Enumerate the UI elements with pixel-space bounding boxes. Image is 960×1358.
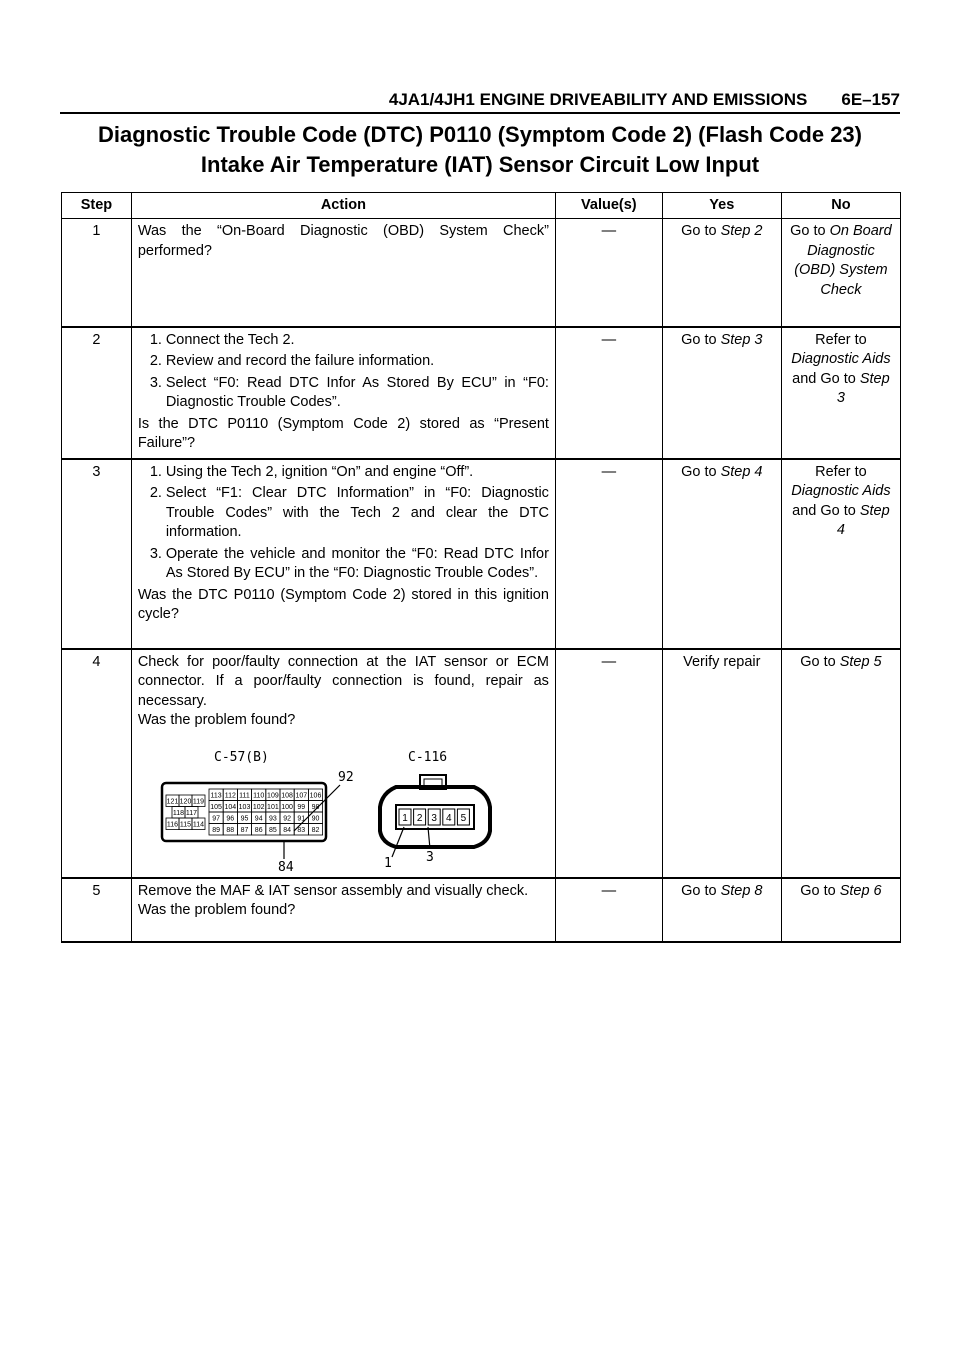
sensor-pin-1: 1 (402, 812, 408, 824)
ecm-pin-115: 115 (179, 821, 191, 828)
yes-step-link[interactable]: Step 3 (720, 331, 763, 348)
action-text: Remove the MAF & IAT sensor assembly and visually check. (137, 882, 529, 899)
list-item-text: Select “F0: Read DTC Infor As Stored By ECU” in “F0: Diagnostic Trouble Codes”. (165, 374, 549, 410)
header-values: Value(s) (555, 193, 662, 219)
no-cell (781, 219, 900, 327)
yes-cell (662, 327, 781, 459)
list-item-text: Operate the vehicle and monitor the “F0: Read DTC Infor As Stored By ECU” in the “F0: Diagnostic Trouble Codes”. (165, 545, 549, 581)
no-step-link[interactable]: Step 3 (836, 370, 890, 406)
ecm-pin-116: 116 (166, 821, 178, 828)
ecm-pin-119: 119 (192, 798, 204, 805)
step-number: 3 (62, 459, 132, 649)
no-step-link[interactable]: Step 6 (839, 882, 882, 899)
table-header-row (62, 193, 901, 219)
sensor-pin-3: 3 (431, 812, 437, 824)
ecm-pin-113: 113 (210, 792, 222, 799)
yes-prefix: Go to (681, 463, 721, 480)
ecm-pin-96: 96 (226, 815, 235, 822)
list-item: 3. Operate the vehicle and monitor the “F0: Read DTC Infor As Stored By ECU” in the “F0: Diagnostic Trouble Codes”. (149, 545, 549, 581)
action-question: Was the DTC P0110 (Symptom Code 2) stored in this ignition cycle? (137, 586, 549, 622)
no-prefix: Go to (800, 653, 840, 670)
page-number: 6E–157 (841, 90, 900, 109)
no-step-link[interactable]: Step 4 (836, 502, 890, 538)
ecm-pin-91: 91 (297, 815, 306, 822)
ecm-pin-85: 85 (268, 826, 277, 834)
ecm-connector (162, 783, 326, 841)
step-number: 4 (62, 649, 132, 878)
header-yes: Yes (662, 193, 781, 219)
ecm-pin-111: 111 (239, 792, 250, 799)
sensor-connector (380, 775, 490, 847)
action-cell (131, 219, 555, 327)
action-cell (131, 878, 555, 942)
sensor-callout-3: 3 (425, 849, 434, 865)
page-title (60, 120, 900, 180)
action-cell (131, 459, 555, 649)
connector-diagram (138, 749, 549, 873)
ecm-pin-93: 93 (268, 815, 277, 822)
sensor-pin-2: 2 (416, 812, 423, 824)
ecm-pin-106: 106 (309, 792, 322, 799)
ecm-connector-label: C-57(B) (213, 749, 269, 765)
table-row (62, 327, 901, 459)
ecm-pin-100: 100 (281, 803, 293, 811)
action-question: Is the DTC P0110 (Symptom Code 2) stored as “Present Failure”? (137, 415, 549, 451)
yes-prefix: Go to (681, 223, 721, 239)
callout-line-1 (392, 827, 404, 857)
sensor-connector-label: C-116 (407, 749, 447, 765)
no-step-link[interactable]: On Board Diagnostic (OBD) System Check (794, 223, 892, 298)
action-cell (131, 327, 555, 459)
title-line-1: Diagnostic Trouble Code (DTC) P0110 (Symptom Code 2) (Flash Code 23) (97, 122, 862, 147)
sensor-pin-4: 4 (445, 812, 452, 824)
header-step: Step (62, 193, 132, 219)
ecm-pin-109: 109 (266, 792, 279, 799)
ecm-callout-92: 92 (337, 769, 354, 785)
table-row (62, 219, 901, 327)
ecm-pin-105: 105 (210, 803, 222, 811)
action-list (138, 463, 549, 584)
value-cell: — (555, 459, 662, 649)
ecm-pin-121: 121 (166, 798, 179, 805)
no-cell (781, 878, 900, 942)
yes-cell (662, 878, 781, 942)
ecm-callout-84: 84 (277, 859, 294, 873)
yes-cell (662, 459, 781, 649)
no-mid: and Go to (792, 370, 860, 387)
header-no: No (781, 193, 900, 219)
step-number: 5 (62, 878, 132, 942)
yes-step-link[interactable]: Step 4 (720, 463, 763, 480)
ecm-pin-86: 86 (254, 826, 263, 834)
table-row (62, 649, 901, 878)
action-list (138, 331, 549, 413)
ecm-pin-107: 107 (295, 792, 307, 799)
list-item: 1. Using the Tech 2, ignition “On” and engine “Off”. (149, 463, 474, 480)
diagnostic-aids-link[interactable]: Diagnostic Aids (791, 483, 891, 499)
value-cell: — (555, 878, 662, 942)
ecm-pin-102: 102 (252, 803, 265, 811)
sensor-pin-5: 5 (460, 812, 467, 824)
ecm-pin-95: 95 (240, 815, 249, 822)
ecm-pin-83: 83 (297, 826, 306, 834)
page-header (60, 86, 900, 114)
yes-cell: Verify repair (662, 649, 781, 878)
ecm-pin-108: 108 (281, 792, 293, 799)
yes-step-link[interactable]: Step 8 (720, 882, 763, 899)
no-step-link[interactable]: Step 5 (839, 653, 882, 670)
ecm-pin-87: 87 (240, 826, 249, 834)
diagnostic-table (61, 192, 901, 943)
ecm-pin-90: 90 (311, 815, 320, 822)
ecm-pin-118: 118 (172, 809, 184, 817)
ecm-pin-88: 88 (226, 826, 235, 834)
value-cell: — (555, 219, 662, 327)
sensor-callout-1: 1 (383, 855, 392, 871)
no-prefix: Go to (790, 223, 830, 239)
ecm-pin-110: 110 (252, 792, 265, 799)
ecm-pin-98: 98 (311, 803, 320, 811)
table-row (62, 459, 901, 649)
ecm-pin-89: 89 (212, 826, 220, 834)
connector-diagram-svg (158, 749, 538, 873)
step-number: 2 (62, 327, 132, 459)
action-cell (131, 649, 555, 878)
value-cell: — (555, 649, 662, 878)
list-item-text: Using the Tech 2, ignition “On” and engine “Off”. (165, 463, 474, 480)
list-item: 2. Select “F1: Clear DTC Information” in “F0: Diagnostic Trouble Codes” with the Tech 2 and clear the DTC information. (149, 485, 549, 540)
ecm-pin-101: 101 (266, 803, 279, 811)
no-prefix: Refer to (815, 463, 867, 480)
yes-step-link[interactable]: Step 2 (720, 223, 763, 239)
action-text: Check for poor/faulty connection at the IAT sensor or ECM connector. If a poor/faulty connection is found, repair as necessary. (137, 653, 549, 709)
diagnostic-aids-link[interactable]: Diagnostic Aids (791, 351, 891, 367)
section-title: 4JA1/4JH1 ENGINE DRIVEABILITY AND EMISSIONS (388, 90, 808, 109)
ecm-pin-97: 97 (212, 815, 220, 822)
no-cell (781, 459, 900, 649)
ecm-pin-117: 117 (185, 809, 197, 817)
ecm-pin-82: 82 (311, 826, 320, 834)
yes-cell (662, 219, 781, 327)
ecm-pin-94: 94 (254, 815, 263, 822)
table-row (62, 878, 901, 942)
action-question: Was the problem found? (137, 712, 296, 728)
header-action: Action (131, 193, 555, 219)
ecm-pin-114: 114 (192, 821, 204, 828)
no-cell (781, 649, 900, 878)
value-cell: — (555, 327, 662, 459)
ecm-pin-99: 99 (297, 803, 306, 811)
list-item-text: Connect the Tech 2. (165, 331, 295, 348)
title-line-2: Intake Air Temperature (IAT) Sensor Circuit Low Input (200, 152, 760, 177)
ecm-pin-92: 92 (283, 815, 291, 822)
no-mid: and Go to (792, 502, 860, 519)
no-prefix: Refer to (815, 331, 867, 348)
list-item: 3. Select “F0: Read DTC Infor As Stored By ECU” in “F0: Diagnostic Trouble Codes”. (149, 374, 549, 410)
step-number: 1 (62, 219, 132, 327)
list-item: 2. Review and record the failure information. (149, 353, 435, 369)
list-item-text: Review and record the failure information. (165, 353, 435, 369)
yes-prefix: Go to (681, 331, 721, 348)
ecm-pin-84: 84 (283, 826, 291, 834)
action-text: Was the “On-Board Diagnostic (OBD) System Check” performed? (137, 223, 549, 259)
no-cell (781, 327, 900, 459)
ecm-pin-112: 112 (224, 792, 236, 799)
ecm-pin-120: 120 (179, 798, 192, 805)
list-item-text: Select “F1: Clear DTC Information” in “F0: Diagnostic Trouble Codes” with the Tech 2 and clear the DTC information. (165, 485, 549, 540)
action-question: Was the problem found? (137, 902, 296, 918)
list-item: 1. Connect the Tech 2. (149, 331, 295, 348)
ecm-pin-103: 103 (238, 803, 251, 811)
sensor-pins (399, 809, 469, 825)
ecm-pin-104: 104 (224, 803, 236, 811)
yes-prefix: Go to (681, 882, 721, 899)
no-prefix: Go to (800, 882, 840, 899)
